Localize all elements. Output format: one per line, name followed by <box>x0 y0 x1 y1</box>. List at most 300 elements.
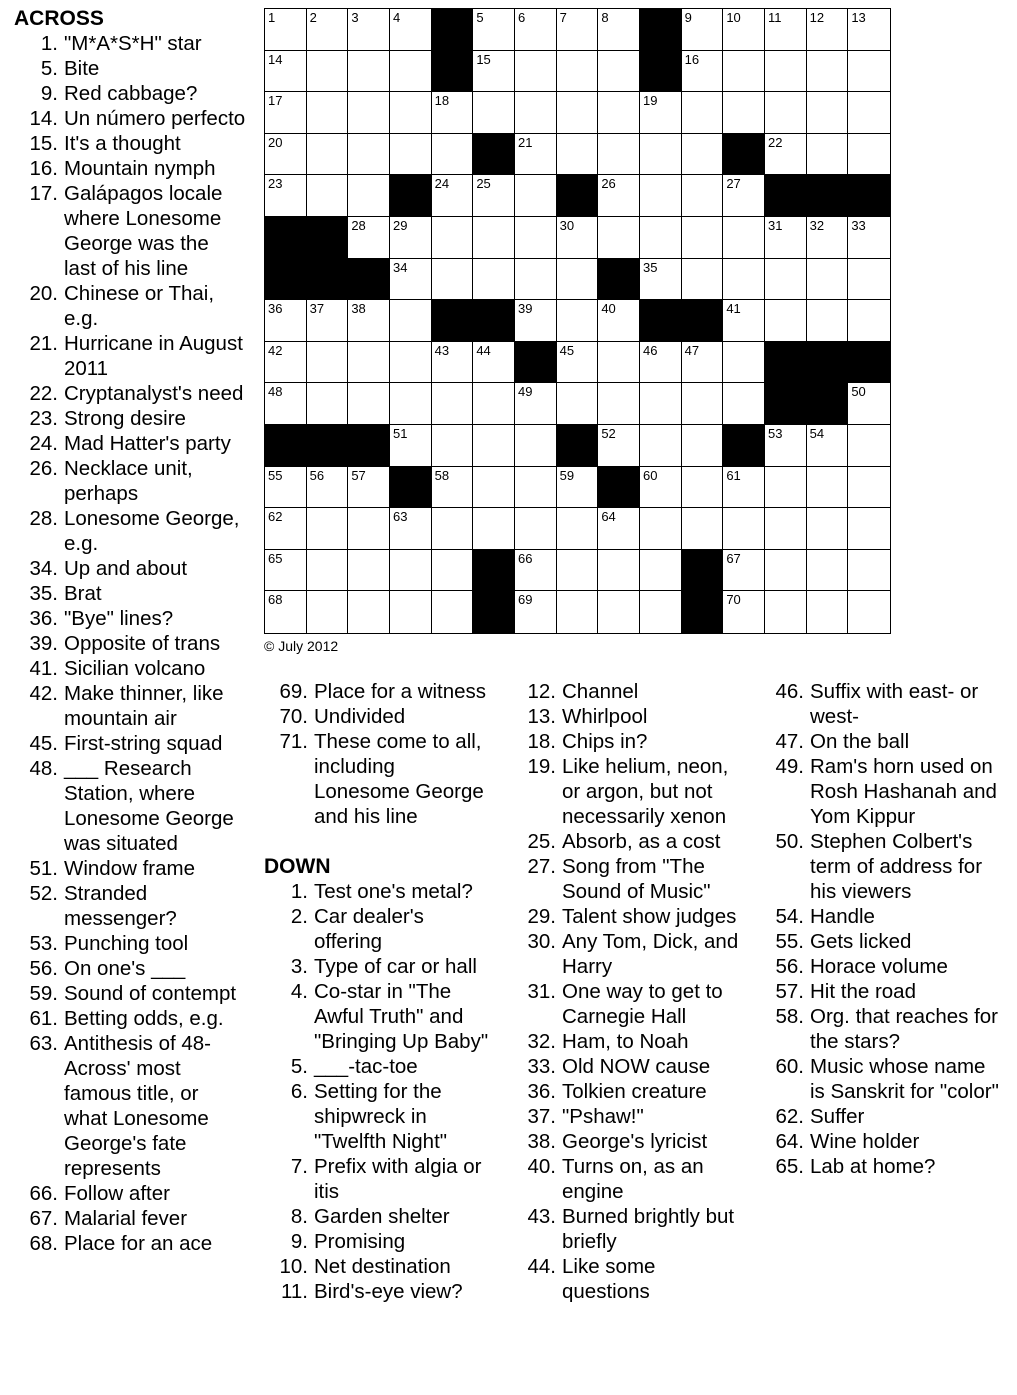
clue-text: Prefix with algia or itis <box>314 1155 482 1203</box>
clue-text: On the ball <box>810 730 910 753</box>
clue-number: 27. <box>527 855 556 878</box>
clue-number: 15. <box>29 132 58 155</box>
black-square <box>390 467 432 509</box>
clue-text: Ham, to Noah <box>562 1030 689 1053</box>
clue-number: 8. <box>290 1205 308 1228</box>
square-number: 52 <box>601 425 616 441</box>
black-square <box>682 550 724 592</box>
grid-square <box>473 425 515 467</box>
grid-square <box>390 383 432 425</box>
clue-number: 1. <box>290 880 308 903</box>
grid-square <box>432 591 474 633</box>
clue-text: Handle <box>810 905 875 928</box>
grid-square <box>682 9 724 51</box>
across-clue <box>14 81 246 106</box>
clue-number: 2. <box>290 905 308 928</box>
grid-square <box>390 508 432 550</box>
clue-number: 5. <box>40 57 58 80</box>
black-square <box>307 425 349 467</box>
clue-text: Music whose name is Sanskrit for "color" <box>810 1055 999 1103</box>
grid-square <box>598 425 640 467</box>
clue-text: Garden shelter <box>314 1205 450 1228</box>
down-clue <box>512 929 747 979</box>
black-square <box>473 591 515 633</box>
grid-square <box>848 9 890 51</box>
square-number: 65 <box>268 550 283 566</box>
grid-square <box>557 51 599 93</box>
grid-square <box>765 467 807 509</box>
square-number: 69 <box>518 592 533 608</box>
grid-square <box>640 550 682 592</box>
crossword-grid <box>264 8 891 634</box>
clue-text: Stephen Colbert's term of address for his viewers <box>810 830 983 903</box>
grid-square <box>390 259 432 301</box>
down-clue <box>760 829 1005 904</box>
clue-number: 9. <box>40 82 58 105</box>
grid-square <box>848 51 890 93</box>
clue-number: 39. <box>29 632 58 655</box>
clue-number: 36. <box>527 1080 556 1103</box>
grid-square <box>598 92 640 134</box>
down-clue <box>760 929 1005 954</box>
square-number: 38 <box>351 301 366 317</box>
clue-number: 30. <box>527 930 556 953</box>
square-number: 27 <box>726 176 741 192</box>
grid-square <box>390 550 432 592</box>
clue-number: 4. <box>290 980 308 1003</box>
clue-number: 68. <box>29 1232 58 1255</box>
across-clue <box>14 181 246 281</box>
clue-number: 32. <box>527 1030 556 1053</box>
grid-square <box>682 383 724 425</box>
grid-square <box>682 508 724 550</box>
across-clue <box>14 981 246 1006</box>
grid-square <box>807 425 849 467</box>
grid-square <box>348 175 390 217</box>
grid-square <box>557 383 599 425</box>
clue-number: 63. <box>29 1032 58 1055</box>
grid-square <box>682 134 724 176</box>
clue-number: 47. <box>775 730 804 753</box>
clue-number: 56. <box>29 957 58 980</box>
square-number: 10 <box>726 10 741 25</box>
black-square <box>515 342 557 384</box>
square-number: 2 <box>309 10 317 25</box>
clue-number: 20. <box>29 282 58 305</box>
grid-square <box>348 217 390 259</box>
across-heading: ACROSS <box>14 7 104 30</box>
clue-text: Old NOW cause <box>562 1055 711 1078</box>
clue-text: Wine holder <box>810 1130 920 1153</box>
black-square <box>265 259 307 301</box>
clue-text: Opposite of trans <box>64 632 221 655</box>
grid-square <box>473 342 515 384</box>
clue-text: Ram's horn used on Rosh Hashanah and Yom Kippur <box>810 755 997 828</box>
grid-square <box>557 300 599 342</box>
square-number: 56 <box>309 467 325 483</box>
clue-text: Hurricane in August 2011 <box>64 332 243 380</box>
grid-square <box>765 51 807 93</box>
clue-text: Hit the road <box>810 980 916 1003</box>
black-square <box>723 425 765 467</box>
grid-square <box>265 591 307 633</box>
grid-square <box>640 383 682 425</box>
grid-square <box>765 134 807 176</box>
clue-number: 59. <box>29 982 58 1005</box>
down-clue <box>512 1104 747 1129</box>
clue-number: 18. <box>527 730 556 753</box>
square-number: 53 <box>768 425 783 441</box>
grid-square <box>723 217 765 259</box>
grid-square <box>515 134 557 176</box>
clue-number: 40. <box>527 1155 556 1178</box>
grid-square <box>598 51 640 93</box>
clue-text: These come to all, including Lonesome George and his line <box>314 730 484 828</box>
clue-number: 1. <box>40 32 58 55</box>
clue-number: 48. <box>29 757 58 780</box>
down-clue <box>264 979 496 1054</box>
clue-number: 44. <box>527 1255 556 1278</box>
square-number: 67 <box>726 550 741 566</box>
down-clue-list-continued <box>512 679 747 1304</box>
grid-square <box>390 9 432 51</box>
square-number: 33 <box>851 217 866 233</box>
grid-square <box>807 259 849 301</box>
clue-text: "M*A*S*H" star <box>64 32 202 55</box>
clue-text: One way to get to Carnegie Hall <box>562 980 723 1028</box>
grid-square <box>307 92 349 134</box>
clue-number: 9. <box>290 1230 308 1253</box>
clue-number: 64. <box>775 1130 804 1153</box>
grid-square <box>390 425 432 467</box>
down-clue <box>760 679 1005 729</box>
square-number: 47 <box>684 342 700 358</box>
grid-square <box>682 259 724 301</box>
clue-text: Suffer <box>810 1105 865 1128</box>
square-number: 13 <box>851 10 866 25</box>
down-clue <box>512 1029 747 1054</box>
grid-square <box>598 217 640 259</box>
grid-square <box>473 508 515 550</box>
across-clue <box>14 1181 246 1206</box>
square-number: 61 <box>726 467 741 483</box>
grid-square <box>348 550 390 592</box>
across-clue <box>14 1231 246 1256</box>
grid-square <box>265 51 307 93</box>
grid-square <box>473 467 515 509</box>
grid-square <box>265 175 307 217</box>
black-square <box>265 217 307 259</box>
grid-square <box>765 9 807 51</box>
grid-square <box>432 134 474 176</box>
grid-square <box>598 134 640 176</box>
grid-square <box>682 342 724 384</box>
clue-text: Car dealer's offering <box>314 905 424 953</box>
square-number: 37 <box>309 301 325 317</box>
clue-number: 16. <box>29 157 58 180</box>
clue-number: 10. <box>279 1255 308 1278</box>
grid-square <box>807 92 849 134</box>
grid-square <box>390 591 432 633</box>
grid-square <box>640 259 682 301</box>
clue-text: Undivided <box>314 705 406 728</box>
grid-square <box>723 300 765 342</box>
grid-square <box>682 217 724 259</box>
square-number: 68 <box>268 592 283 608</box>
clue-text: Burned brightly but briefly <box>562 1205 735 1253</box>
clue-number: 53. <box>29 932 58 955</box>
grid-square <box>473 383 515 425</box>
grid-square <box>640 217 682 259</box>
square-number: 70 <box>726 592 741 608</box>
clue-number: 62. <box>775 1105 804 1128</box>
clue-number: 43. <box>527 1205 556 1228</box>
grid-square <box>682 51 724 93</box>
clue-text: Place for a witness <box>314 680 487 703</box>
clue-number: 60. <box>775 1055 804 1078</box>
black-square <box>432 300 474 342</box>
grid-square <box>348 300 390 342</box>
grid-square <box>515 508 557 550</box>
clue-text: Strong desire <box>64 407 186 430</box>
clue-number: 46. <box>775 680 804 703</box>
black-square <box>765 342 807 384</box>
grid-square <box>682 92 724 134</box>
clue-number: 66. <box>29 1182 58 1205</box>
grid-square <box>640 508 682 550</box>
grid-square <box>557 550 599 592</box>
clue-text: "Bye" lines? <box>64 607 174 630</box>
across-clue <box>14 931 246 956</box>
clue-text: ___-tac-toe <box>314 1055 418 1078</box>
down-clue <box>264 1054 496 1079</box>
grid-square <box>348 134 390 176</box>
grid-square <box>640 134 682 176</box>
black-square <box>265 425 307 467</box>
clue-number: 37. <box>527 1105 556 1128</box>
grid-square <box>848 425 890 467</box>
black-square <box>307 217 349 259</box>
grid-square <box>640 92 682 134</box>
clue-number: 45. <box>29 732 58 755</box>
grid-square <box>765 508 807 550</box>
square-number: 6 <box>518 10 526 25</box>
black-square <box>640 9 682 51</box>
down-clue <box>760 904 1005 929</box>
grid-square <box>307 591 349 633</box>
grid-square <box>807 9 849 51</box>
grid-square <box>557 342 599 384</box>
grid-square <box>848 134 890 176</box>
clue-number: 71. <box>279 730 308 753</box>
grid-square <box>640 425 682 467</box>
black-square <box>807 175 849 217</box>
square-number: 16 <box>684 51 700 67</box>
clue-number: 14. <box>29 107 58 130</box>
grid-square <box>765 259 807 301</box>
square-number: 8 <box>601 10 609 25</box>
grid-square <box>348 51 390 93</box>
square-number: 31 <box>768 217 783 233</box>
grid-square <box>307 550 349 592</box>
clue-text: Un número perfecto <box>64 107 246 130</box>
down-clue <box>512 1054 747 1079</box>
black-square <box>598 259 640 301</box>
grid-square <box>348 508 390 550</box>
grid-square <box>723 259 765 301</box>
square-number: 66 <box>518 550 533 566</box>
across-clue <box>14 281 246 331</box>
clue-number: 17. <box>29 182 58 205</box>
down-clue <box>512 729 747 754</box>
square-number: 9 <box>684 10 692 25</box>
down-clue <box>512 1154 747 1204</box>
across-clue <box>14 606 246 631</box>
down-clue-list-continued-2 <box>760 679 1005 1179</box>
down-clue <box>512 754 747 829</box>
across-clue <box>14 431 246 456</box>
clue-text: Lab at home? <box>810 1155 936 1178</box>
grid-square <box>390 342 432 384</box>
across-clue <box>264 729 496 829</box>
grid-square <box>307 508 349 550</box>
grid-square <box>515 383 557 425</box>
clue-text: Chinese or Thai, e.g. <box>64 282 215 330</box>
down-clue <box>264 1229 496 1254</box>
down-clue <box>760 729 1005 754</box>
down-clue <box>760 1054 1005 1104</box>
across-clue <box>14 881 246 931</box>
square-number: 28 <box>351 217 366 233</box>
black-square <box>307 259 349 301</box>
grid-square <box>473 51 515 93</box>
clue-text: Bite <box>64 57 100 80</box>
clue-text: Whirlpool <box>562 705 648 728</box>
grid-square <box>848 217 890 259</box>
black-square <box>848 175 890 217</box>
clue-number: 34. <box>29 557 58 580</box>
clue-number: 61. <box>29 1007 58 1030</box>
grid-square <box>848 383 890 425</box>
clue-text: Chips in? <box>562 730 648 753</box>
square-number: 20 <box>268 134 283 150</box>
grid-square <box>432 259 474 301</box>
square-number: 15 <box>476 51 491 67</box>
grid-square <box>598 550 640 592</box>
square-number: 5 <box>476 10 484 25</box>
clue-text: Brat <box>64 582 102 605</box>
grid-square <box>598 175 640 217</box>
black-square <box>682 300 724 342</box>
down-clue <box>512 1254 747 1304</box>
clue-text: Follow after <box>64 1182 170 1205</box>
grid-square <box>348 92 390 134</box>
grid-square <box>723 51 765 93</box>
grid-square <box>307 342 349 384</box>
grid-square <box>807 591 849 633</box>
clue-number: 21. <box>29 332 58 355</box>
clue-text: Talent show judges <box>562 905 737 928</box>
clue-text: On one's ___ <box>64 957 186 980</box>
grid-square <box>515 9 557 51</box>
clue-number: 12. <box>527 680 556 703</box>
grid-square <box>432 467 474 509</box>
clue-number: 70. <box>279 705 308 728</box>
down-clue <box>760 754 1005 829</box>
across-clue <box>14 1206 246 1231</box>
grid-square <box>390 300 432 342</box>
black-square <box>390 175 432 217</box>
square-number: 26 <box>601 176 616 192</box>
square-number: 54 <box>809 425 825 441</box>
black-square <box>765 175 807 217</box>
square-number: 12 <box>809 10 825 25</box>
grid-square <box>598 300 640 342</box>
clue-number: 6. <box>290 1080 308 1103</box>
black-square <box>848 342 890 384</box>
grid-square <box>807 508 849 550</box>
clue-number: 58. <box>775 1005 804 1028</box>
down-clue <box>760 954 1005 979</box>
square-number: 22 <box>768 134 783 150</box>
grid-square <box>515 300 557 342</box>
grid-square <box>390 217 432 259</box>
grid-square <box>432 383 474 425</box>
clue-text: Test one's metal? <box>314 880 473 903</box>
grid-square <box>723 591 765 633</box>
grid-square <box>307 9 349 51</box>
grid-square <box>807 217 849 259</box>
square-number: 35 <box>643 259 658 275</box>
clue-text: Stranded messenger? <box>64 882 177 930</box>
clue-text: Window frame <box>64 857 196 880</box>
clue-text: Co-star in "The Awful Truth" and "Bringing Up Baby" <box>314 980 489 1053</box>
down-clue <box>512 704 747 729</box>
square-number: 50 <box>851 384 866 400</box>
grid-square <box>432 342 474 384</box>
grid-square <box>473 259 515 301</box>
square-number: 7 <box>559 10 567 25</box>
clue-text: First-string squad <box>64 732 223 755</box>
grid-square <box>765 92 807 134</box>
grid-square <box>807 300 849 342</box>
across-clue <box>14 331 246 381</box>
down-clue <box>760 1154 1005 1179</box>
clue-number: 65. <box>775 1155 804 1178</box>
clue-number: 50. <box>775 830 804 853</box>
black-square <box>473 300 515 342</box>
black-square <box>765 383 807 425</box>
grid-square <box>723 550 765 592</box>
clue-number: 24. <box>29 432 58 455</box>
square-number: 24 <box>434 176 450 192</box>
across-clue <box>14 131 246 156</box>
clue-number: 54. <box>775 905 804 928</box>
down-clue-list <box>264 879 496 1304</box>
clue-text: Punching tool <box>64 932 189 955</box>
grid-square <box>432 550 474 592</box>
down-clue <box>512 829 747 854</box>
square-number: 40 <box>601 301 616 317</box>
square-number: 29 <box>393 217 408 233</box>
across-clue <box>14 581 246 606</box>
copyright-notice: © July 2012 <box>264 638 339 654</box>
clue-text: Sicilian volcano <box>64 657 206 680</box>
clue-text: George's lyricist <box>562 1130 708 1153</box>
clue-column-4 <box>760 679 1005 1179</box>
grid-square <box>307 300 349 342</box>
clue-text: Absorb, as a cost <box>562 830 721 853</box>
